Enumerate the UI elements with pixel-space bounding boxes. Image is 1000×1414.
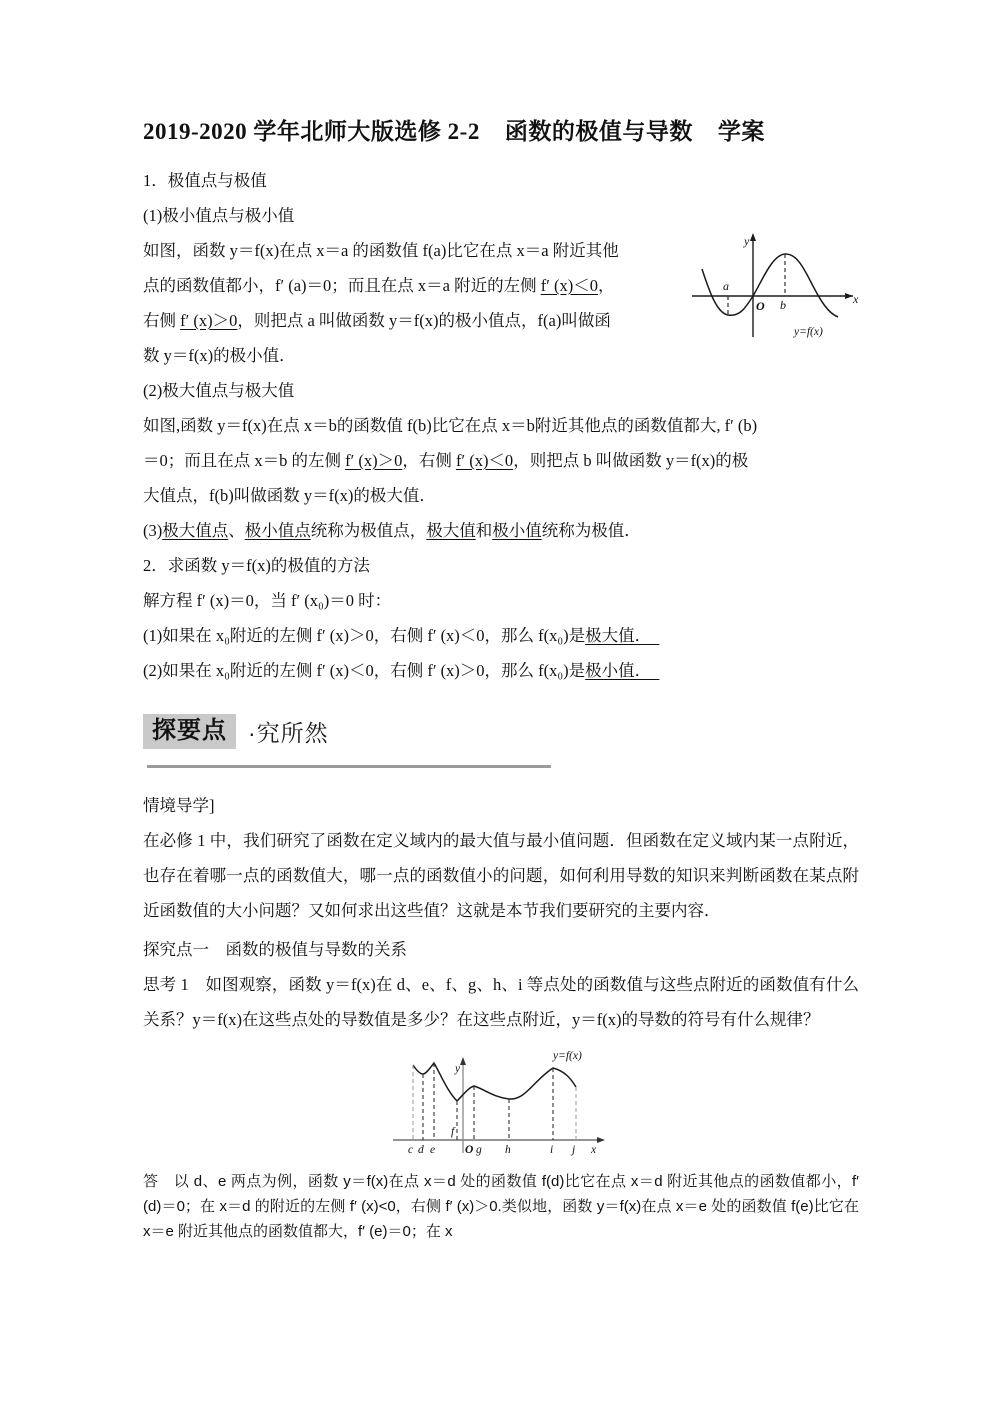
para-1-1-c-underlined: f′ (x)＞0: [180, 310, 238, 330]
para-2-c-underlined: 极小值．: [585, 660, 643, 680]
para-1-2-b-mid: ，右侧: [402, 450, 456, 470]
section-header-box-label: 探要点: [143, 714, 236, 749]
tick-label-e: e: [430, 1143, 436, 1156]
x-axis-arrow: [597, 1137, 605, 1143]
function-curve: [413, 1063, 576, 1101]
para-2-c-underline-tail: [643, 661, 660, 680]
explore-think-1: 思考 1 如图观察，函数 y＝f(x)在 d、e、f、g、h、i 等点处的函数值与这些点附近的函数值有什么关系？y＝f(x)在这些点处的导数值是多少？在这些点附近，y＝f(x)的导数的符号有什么规律？: [143, 974, 859, 1029]
knowledge-heading-2: 2．求函数 y＝f(x)的极值的方法: [143, 555, 370, 575]
sub-1-3-mid-1: 、: [228, 520, 245, 540]
sub-1-3-mid-3: 和: [475, 520, 493, 540]
knowledge-sub-1-1: (1)极小值点与极小值: [143, 205, 295, 225]
label-curve-equation: y=f(x): [794, 326, 823, 338]
para-1-1-c-post: ，则把点 a 叫做函数 y＝f(x)的极小值点，f(a)叫做函: [237, 310, 611, 330]
para-2-b-pre: (1)如果在 x₀附近的左侧 f′ (x)＞0，右侧 f′ (x)＜0，那么 f(x₀)是: [143, 625, 586, 645]
para-1-2-b-pre: ＝0；而且在点 x＝b 的左侧: [143, 450, 346, 470]
label-curve-equation: y=f(x): [553, 1049, 582, 1062]
label-x-axis: x: [853, 292, 859, 306]
para-1-1-b-post: ，: [597, 275, 615, 295]
sub-1-3-underlined-2: 极小值点: [244, 520, 311, 540]
explore-answer-1: 答 以 d、e 两点为例，函数 y＝f(x)在点 x＝d 处的函数值 f(d)比它在点 x＝d 附近其他点的函数值都小，f′ (d)＝0；在 x＝d 的附近的左侧 f′ (x)<0，右侧 f′ (x)＞0.类似地，函数 y＝f(x)在点 x＝e 处的函数值 f(e)比它在 x＝e 附近其他点的函数值都大，f′ (e)＝0；在 x: [143, 1172, 859, 1240]
section-header-rule: [147, 765, 551, 768]
para-2-b-underline-tail: [643, 626, 660, 645]
section-header-explore: [143, 714, 859, 766]
para-1-1-b-pre: 点的函数值都小，f′ (a)＝0；而且在点 x＝a 附近的左侧: [143, 275, 541, 295]
knowledge-para-1-2-c: 大值点，f(b)叫做函数 y＝f(x)的极大值．: [143, 485, 436, 505]
tick-label-h: h: [505, 1143, 511, 1156]
sub-1-3-underlined-4: 极小值: [492, 520, 542, 540]
document-content: [143, 118, 859, 1244]
para-1-1-b-underlined: f′ (x)＜0: [540, 275, 598, 295]
figure-multi-extremum-graph: [381, 1043, 621, 1165]
tick-label-origin: O: [465, 1143, 474, 1156]
para-1-2-b-underlined-2: f′ (x)＜0: [455, 450, 514, 470]
y-axis-arrow: [460, 1057, 466, 1065]
knowledge-para-1-1-d: 数 y＝f(x)的极小值．: [143, 345, 296, 365]
page-title: 2019-2020 学年北师大版选修 2-2 函数的极值与导数 学案: [143, 119, 765, 144]
sub-1-3-underlined-3: 极大值: [426, 520, 476, 540]
label-y-axis: y: [744, 234, 750, 248]
tick-label-d: d: [418, 1143, 424, 1156]
knowledge-para-2-c: [143, 653, 859, 688]
tick-label-j: j: [572, 1143, 576, 1156]
tick-label-c: c: [408, 1143, 414, 1156]
label-origin: O: [756, 299, 765, 313]
knowledge-para-2-a: 解方程 f′ (x)＝0，当 f′ (x₀)＝0 时：: [143, 590, 392, 610]
para-2-b-underlined: 极大值．: [585, 625, 643, 645]
tick-label-f: f: [451, 1125, 455, 1138]
knowledge-para-1-2-a: 如图,函数 y＝f(x)在点 x＝b的函数值 f(b)比它在点 x＝b附近其他点的函数值都大, f′ (b): [143, 415, 758, 435]
knowledge-heading-1: 1．极值点与极值: [143, 170, 267, 190]
para-1-1-c-pre: 右侧: [143, 310, 181, 330]
knowledge-sub-1-3: [143, 513, 859, 548]
explore-point-1: 探究点一 函数的极值与导数的关系: [143, 939, 407, 959]
section-header-sub-label: ·究所然: [248, 719, 329, 746]
sub-1-3-pre: (3): [143, 520, 163, 540]
figure-2-svg: [381, 1043, 621, 1165]
tick-label-g: g: [476, 1143, 482, 1156]
tick-label-i: i: [550, 1143, 554, 1156]
label-x-axis: x: [591, 1143, 597, 1156]
para-1-2-b-post: ，则把点 b 叫做函数 y＝f(x)的极: [513, 450, 749, 470]
label-a: a: [723, 279, 729, 293]
sub-1-3-mid-2: 统称为极值点，: [310, 520, 427, 540]
guide-text: 在必修 1 中，我们研究了函数在定义域内的最大值与最小值问题．但函数在定义域内某一点附近，也存在着哪一点的函数值大，哪一点的函数值小的问题，如何利用导数的知识来判断函数在某点附近函数值的大小问题？又如何求出这些值？这就是本节我们要研究的主要内容．: [143, 830, 859, 920]
knowledge-sub-1-2: (2)极大值点与极大值: [143, 380, 295, 400]
label-b: b: [780, 298, 786, 312]
label-y-axis: y: [455, 1062, 461, 1075]
guide-label: 情境导学]: [143, 795, 215, 815]
figure-2-wrapper: [143, 1043, 859, 1165]
sub-1-3-mid-4: 统称为极值．: [541, 520, 641, 540]
knowledge-para-1-1-a: 如图，函数 y＝f(x)在点 x＝a 的函数值 f(a)比它在点 x＝a 附近其他: [143, 240, 619, 260]
para-2-c-pre: (2)如果在 x₀附近的左侧 f′ (x)＜0，右侧 f′ (x)＞0，那么 f(x₀)是: [143, 660, 586, 680]
sub-1-3-underlined-1: 极大值点: [162, 520, 229, 540]
para-1-2-b-underlined-1: f′ (x)＞0: [345, 450, 403, 470]
knowledge-para-1-2-b: [143, 443, 859, 478]
knowledge-para-1-1-c: [143, 303, 688, 338]
knowledge-para-2-b: [143, 618, 859, 653]
knowledge-para-1-1-b: [143, 268, 703, 303]
